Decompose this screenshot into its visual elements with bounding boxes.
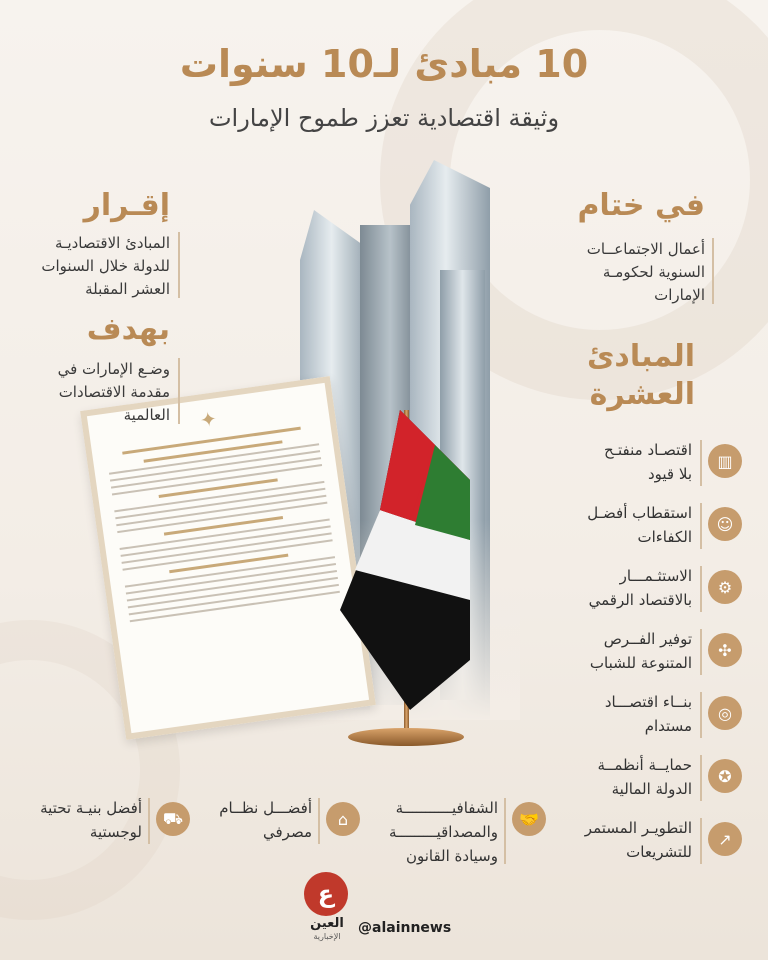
handshake-icon: 🤝: [512, 802, 546, 836]
goal-text: وضـع الإمارات في مقدمة الاقتصادات العالمية: [57, 360, 170, 424]
document-illustration: ✦: [80, 376, 376, 740]
brand-sub: الإخبارية: [313, 932, 341, 941]
principles-heading: المبادئ العشرة: [586, 339, 695, 412]
youth-icon: ✣: [708, 633, 742, 667]
principle-item: حمايــة أنظمــة الدولة المالية: [597, 756, 692, 798]
principle-item: أفضل بنيـة تحتية لوجستية: [40, 799, 142, 841]
talent-icon: ☺: [708, 507, 742, 541]
closing-text: أعمال الاجتماعــات السنوية لحكومـة الإمارات: [586, 240, 705, 304]
sustainable-icon: ◎: [708, 696, 742, 730]
legislation-icon: ↗: [708, 822, 742, 856]
chart-growth-icon: ▥: [708, 444, 742, 478]
digital-invest-icon: ⚙: [708, 570, 742, 604]
page-title: 10 مبادئ لـ10 سنوات: [179, 42, 589, 86]
brand-name: العين: [310, 916, 344, 931]
principle-item: توفير الفــرص المتنوعة للشباب: [589, 630, 692, 672]
principle-item: اقتصـاد منفتـح بلا قيود: [603, 441, 692, 483]
goal-heading: بهدف: [86, 312, 170, 347]
page-subtitle: وثيقة اقتصادية تعزز طموح الإمارات: [208, 104, 560, 132]
closing-heading: في ختام: [577, 188, 705, 223]
principle-item: الاستثـمـــار بالاقتصاد الرقمي: [588, 567, 692, 609]
principle-item: بنــاء اقتصـــاد مستدام: [604, 693, 692, 735]
principle-item: التطويـر المستمر للتشريعات: [584, 819, 692, 861]
alain-logo-icon: ع: [304, 872, 348, 916]
iqrar-heading: إقـرار: [83, 188, 170, 223]
bank-icon: ⌂: [326, 802, 360, 836]
iqrar-text: المبادئ الاقتصاديـة للدولة خلال السنوات العشر المقبلة: [41, 234, 170, 298]
principle-item: الشفافيـــــــــــة والمصداقيـــــــــة وسيادة القانون: [389, 799, 498, 865]
principle-item: أفضـــل نظــام مصرفي: [219, 799, 312, 841]
finance-shield-icon: ✪: [708, 759, 742, 793]
logistics-icon: ⛟: [156, 802, 190, 836]
social-handle[interactable]: @alainnews: [358, 920, 452, 936]
principle-item: استقطاب أفضـل الكفاءات: [587, 504, 692, 546]
